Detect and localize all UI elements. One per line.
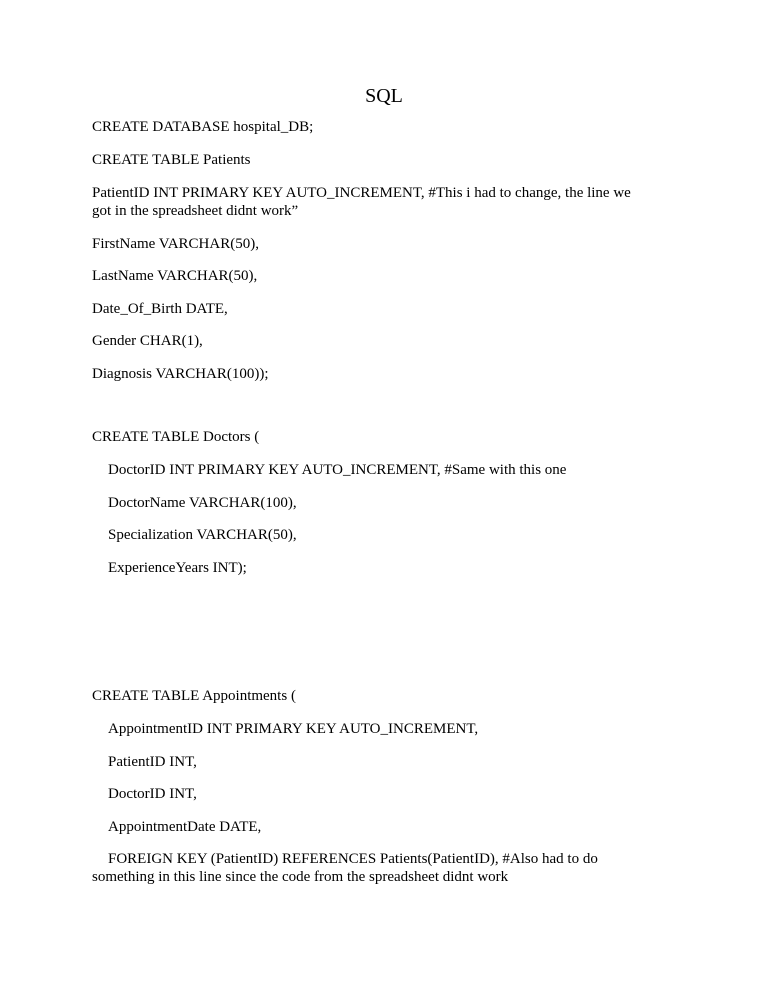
firstname-line: FirstName VARCHAR(50), xyxy=(92,236,259,252)
patientid-line: PatientID INT PRIMARY KEY AUTO_INCREMENT, #This i had to change, the line we xyxy=(92,185,631,201)
diagnosis-line: Diagnosis VARCHAR(100)); xyxy=(92,366,269,382)
patientid-comment-continuation: got in the spreadsheet didnt work” xyxy=(92,203,299,219)
foreign-key-comment-continuation: something in this line since the code from the spreadsheet didnt work xyxy=(92,869,509,885)
date-of-birth-line: Date_Of_Birth DATE, xyxy=(92,301,228,317)
specialization-line: Specialization VARCHAR(50), xyxy=(108,527,297,543)
create-table-appointments-line: CREATE TABLE Appointments ( xyxy=(92,688,296,704)
create-database-line: CREATE DATABASE hospital_DB; xyxy=(92,119,314,135)
doctorname-line: DoctorName VARCHAR(100), xyxy=(108,495,297,511)
doctorid-line: DoctorID INT PRIMARY KEY AUTO_INCREMENT, #Same with this one xyxy=(108,462,567,478)
create-table-patients-line: CREATE TABLE Patients xyxy=(92,152,251,168)
lastname-line: LastName VARCHAR(50), xyxy=(92,268,258,284)
foreign-key-line: FOREIGN KEY (PatientID) REFERENCES Patients(PatientID), #Also had to do xyxy=(108,851,598,867)
appointmentdate-line: AppointmentDate DATE, xyxy=(108,819,262,835)
appointments-doctorid-line: DoctorID INT, xyxy=(108,786,197,802)
appointmentid-line: AppointmentID INT PRIMARY KEY AUTO_INCREMENT, xyxy=(108,721,479,737)
experienceyears-line: ExperienceYears INT); xyxy=(108,560,247,576)
create-table-doctors-line: CREATE TABLE Doctors ( xyxy=(92,429,260,445)
gender-line: Gender CHAR(1), xyxy=(92,333,203,349)
document-title: SQL xyxy=(365,85,403,107)
appointments-patientid-line: PatientID INT, xyxy=(108,754,197,770)
